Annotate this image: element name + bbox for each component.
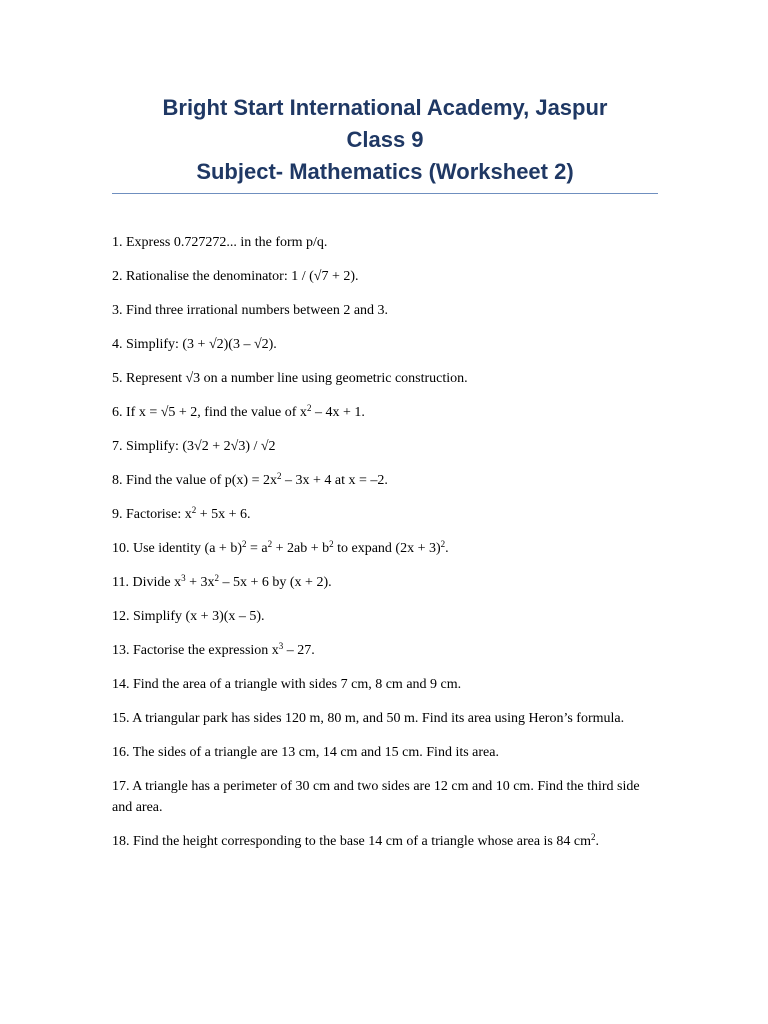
worksheet-header [112,92,658,188]
question-item-2: 2. Rationalise the denominator: 1 / (√7 + 2). [112,269,359,284]
question-item-10: 10. Use identity $(a + b)^2 = a^2 + 2ab + b^2$ to expand $(2x + 3)^2$. [112,539,449,556]
question-item-18: 18. Find the height corresponding to the base 14 cm of a triangle whose area is 84 $cm^2$. [112,832,599,849]
question-item-16: 16. The sides of a triangle are 13 cm, 14 cm and 15 cm. Find its area. [112,745,499,760]
question-item-11: 11. Divide $x^3 + 3x^2 - 5x + 6$ by (x + 2). [112,573,332,590]
question-item-6: 6. If x = √5 + 2, find the value of $x^2 - 4x + 1$. [112,403,365,420]
question-item-13: 13. Factorise the expression $x^3 - 27$. [112,641,315,658]
question-item-12: 12. Simplify (x + 3)(x – 5). [112,609,265,624]
question-item-8: 8. Find the value of $p(x) = 2x^2 - 3x + 4$ at x = –2. [112,471,388,488]
question-item-14: 14. Find the area of a triangle with sides 7 cm, 8 cm and 9 cm. [112,677,462,692]
question-item-3: 3. Find three irrational numbers between 2 and 3. [112,303,389,318]
question-item-1: 1. Express 0.727272... in the form p/q. [112,235,328,250]
header-divider [112,193,658,194]
question-item-5: 5. Represent √3 on a number line using geometric construction. [112,371,468,386]
school-name: Bright Start International Academy, Jaspur [162,95,608,120]
question-item-15: 15. A triangular park has sides 120 m, 80 m, and 50 m. Find its area using Heron’s formula. [112,711,625,726]
question-item-7: 7. Simplify: (3√2 + 2√3) / √2 [112,439,276,454]
question-item-17: 17. A triangle has a perimeter of 30 cm and two sides are 12 cm and 10 cm. Find the third side and area. [112,779,640,815]
class-title: Class 9 [346,127,424,152]
question-list [112,232,660,865]
subject-title: Subject- Mathematics (Worksheet 2) [196,159,574,184]
question-item-9: 9. Factorise: $x^2 + 5x + 6$. [112,505,251,522]
question-item-4: 4. Simplify: (3 + √2)(3 – √2). [112,337,277,352]
